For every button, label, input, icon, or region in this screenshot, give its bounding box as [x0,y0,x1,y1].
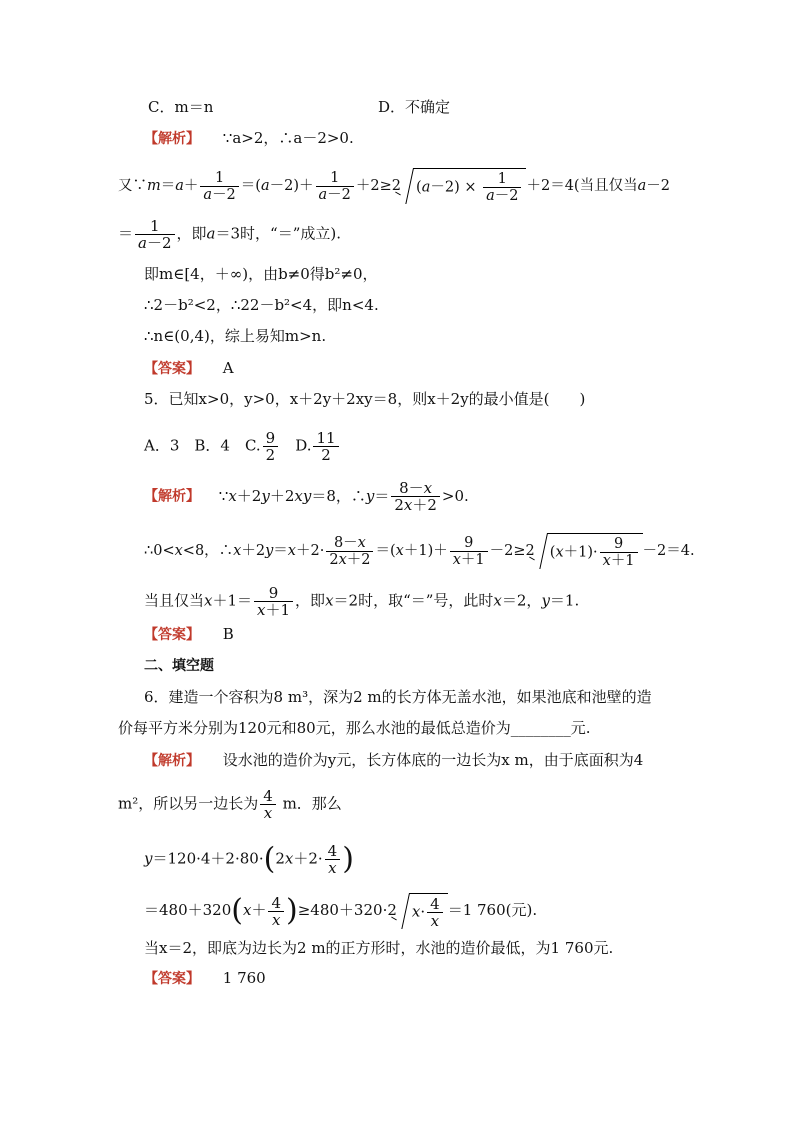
q6-step2-math: m²，所以另一边长为 $\frac{4}{x}$ m．那么 [118,787,342,822]
q5-jiexi-label: 【解析】 [144,488,200,505]
section-title: 二、填空题 [144,658,214,674]
q6-step5: 当x＝2，即底为边长为2 m的正方形时，水池的造价最低，为1 760元. [144,939,614,957]
q5-answer-label: 【答案】 [144,627,200,643]
q4-jiexi-line1 [144,128,354,149]
q4-option-c: C．m＝n [148,98,214,116]
q4-answer-row [144,358,234,379]
q6-step3-math: y＝120·4＋2·80·(2x＋2· $\frac{4}{x}$ ) [144,841,354,877]
q4-step4: ∴2－b²<2，∴22－b²<4，即n<4. [144,296,379,314]
q6-jiexi-line1 [144,750,643,771]
q5-step2-math: ∴0<x<8，∴x＋2y＝x＋2· $\frac{8-x}{2x+2}$ ＝(x＋1)＋ $\frac{9}{x+1}$ －2≥2 (x＋1)· $\frac{9}{x+1}$ －2＝4. [144,534,695,569]
q4-step5: ∴n∈(0,4)，综上易知m>n. [144,327,327,345]
q6-jiexi-label: 【解析】 [144,753,200,769]
q4-answer-label: 【答案】 [144,361,200,377]
q5-jiexi-line1: 【解析】 ∵x＋2y＋2xy＝8，∴y＝ $\frac{8-x}{2x+2}$ >0. [144,479,469,514]
q6-answer: 1 760 [222,969,266,987]
q6-answer-label: 【答案】 [144,971,200,987]
q5-question: 5．已知x>0，y>0，x＋2y＋2xy＝8，则x＋2y的最小值是( ) [144,390,586,408]
q6-step1: 设水池的造价为y元，长方体底的一边长为x m，由于底面积为4 [222,751,644,769]
q4-step3: 即m∈[4，＋∞)，由b≠0得b²≠0， [144,265,378,283]
q4-answer: A [222,359,234,377]
q6-question-l1: 6．建造一个容积为8 m³，深为2 m的长方体无盖水池，如果池底和池壁的造 [144,688,652,706]
q4-option-d: D．不确定 [378,98,451,116]
q6-step4-math: ＝480＋320(x＋ $\frac{4}{x}$ )≥480＋320·2 x· $\frac{4}{x}$ ＝1 760(元). [144,893,538,930]
q5-options-math: A．3 B．4 C. $\frac{9}{2}$ D. $\frac{11}{2}$ [144,430,341,463]
q5-answer-row [144,624,234,645]
q5-step3-math: 当且仅当x＋1＝ $\frac{9}{x+1}$ ，即x＝2时，取“＝”号，此时x＝2，y＝1. [144,584,580,619]
q4-jiexi-label: 【解析】 [144,131,200,147]
q4-step1: ∵a>2，∴a－2>0. [222,129,354,147]
q5-answer: B [222,625,234,643]
q4-step2-math: 又∵m＝a＋ $\frac{1}{a-2}$ ＝(a－2)＋ $\frac{1}{a-2}$ ＋2≥2 (a－2) × $\frac{1}{a-2}$ ＋2＝4(当且仅当a－2 [118,169,670,204]
q4-step2-cont: ＝ $\frac{1}{a-2}$ ，即a＝3时，“＝”成立). [118,217,341,252]
q6-answer-row [144,968,266,989]
q6-question-l2: 价每平方米分别为120元和80元，那么水池的最低总造价为________元. [118,719,591,737]
